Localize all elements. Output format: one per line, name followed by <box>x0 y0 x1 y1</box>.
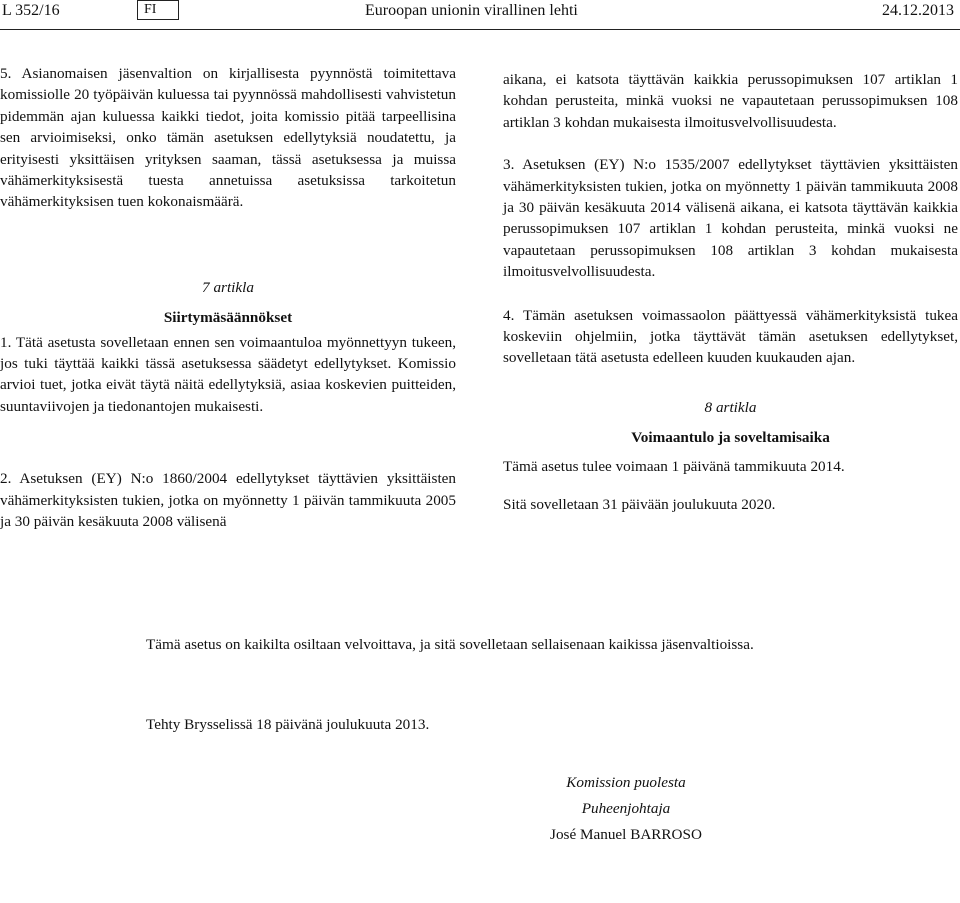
article-7-paragraph-1: 1. Tätä asetusta sovelletaan ennen sen voimaantuloa myönnettyyn tukeen, jos tuki täyttää kaikki tässä asetuksessa säädetyt edellytykset. Komissio arvioi tuet, jotka eivät täytä näitä edellytyksiä, asiaa koskevien puitteiden, suuntaviivojen ja tiedonantojen mukaisesti. <box>0 333 456 415</box>
journal-title: Euroopan unionin virallinen lehti <box>365 2 578 19</box>
left-column <box>0 63 456 533</box>
publication-date: 24.12.2013 <box>882 2 954 19</box>
article-8-paragraph-1: Tämä asetus tulee voimaan 1 päivänä tammikuuta 2014. <box>503 457 845 475</box>
header-rule <box>0 29 960 30</box>
signature-role: Puheenjohtaja <box>581 800 671 817</box>
article-7-heading: 7 artikla <box>202 278 254 296</box>
article-8-paragraph-2: Sitä sovelletaan 31 päivään joulukuuta 2020. <box>503 496 776 514</box>
article-7-title: Siirtymäsäännökset <box>163 309 293 327</box>
binding-clause-text: Tämä asetus on kaikilta osiltaan velvoittava, ja sitä sovelletaan sellaisenaan kaikissa jäsenvaltioissa. <box>146 636 754 653</box>
signature-for: Komission puolesta <box>566 774 686 791</box>
article-8-heading: 8 artikla <box>704 398 757 416</box>
page-header <box>0 0 960 30</box>
paragraph-2-continued: aikana, ei katsota täyttävän kaikkia perussopimuksen 107 artiklan 1 kohdan perusteita, minkä vuoksi ne vapautetaan perussopimuksen 108 artiklan 3 kohdan mukaisesta ilmoitusvelvollisuudesta. <box>503 71 958 131</box>
page-reference: L 352/16 <box>2 2 60 19</box>
binding-clause <box>146 634 826 655</box>
article-7-paragraph-2: 2. Asetuksen (EY) N:o 1860/2004 edellytykset täyttävien yksittäisten vähämerkityksisten tukien, jotka on myönnetty 1 päivän tammikuuta 2005 ja 30 päivän kesäkuuta 2008 välisenä <box>0 470 456 531</box>
paragraph-5: 5. Asianomaisen jäsenvaltion on kirjallisesta pyynnöstä toimitettava komissiolle 20 työpäivän kuluessa tai pyynnössä mahdollisesti vahvistetun pidemmän ajan kuluessa kaikki tiedot, joita komissio pitää tarpeellisina sen arvioimiseksi, onko tämän asetuksen edellytyksiä noudatettu, ja erityisesti yksittäisen yrityksen saaman, tässä asetuksessa ja muissa vähämerkityksisestä tuesta annetuissa asetuksissa tarkoitetun vähämerkityksisen tuen kokonaismäärä. <box>0 65 456 211</box>
signature-name: José Manuel BARROSO <box>550 826 702 843</box>
language-badge: FI <box>137 0 179 20</box>
paragraph-4: 4. Tämän asetuksen voimassaolon päättyessä vähämerkityksistä tukea koskeviin ohjelmiin, jotka täyttävät tämän asetuksen edellytykset, sovelletaan tätä asetusta edelleen kuuden kuukauden ajan. <box>503 306 958 367</box>
paragraph-3: 3. Asetuksen (EY) N:o 1535/2007 edellytykset täyttävien yksittäisten vähämerkityksisten tukien, jotka on myönnetty 1 päivän tammikuuta 2008 ja 30 päivän kesäkuuta 2014 välisenä aikana, ei katsota täyttävän kaikkia perussopimuksen 107 artiklan 1 kohdan perusteita, minkä vuoksi ne vapautetaan perussopimuksen 108 artiklan 3 kohdan mukaisesta ilmoitusvelvollisuudesta. <box>503 156 958 281</box>
done-at-line: Tehty Brysselissä 18 päivänä joulukuuta 2013. <box>146 716 430 733</box>
right-column <box>503 69 958 516</box>
article-8-title: Voimaantulo ja soveltamisaika <box>631 429 830 447</box>
